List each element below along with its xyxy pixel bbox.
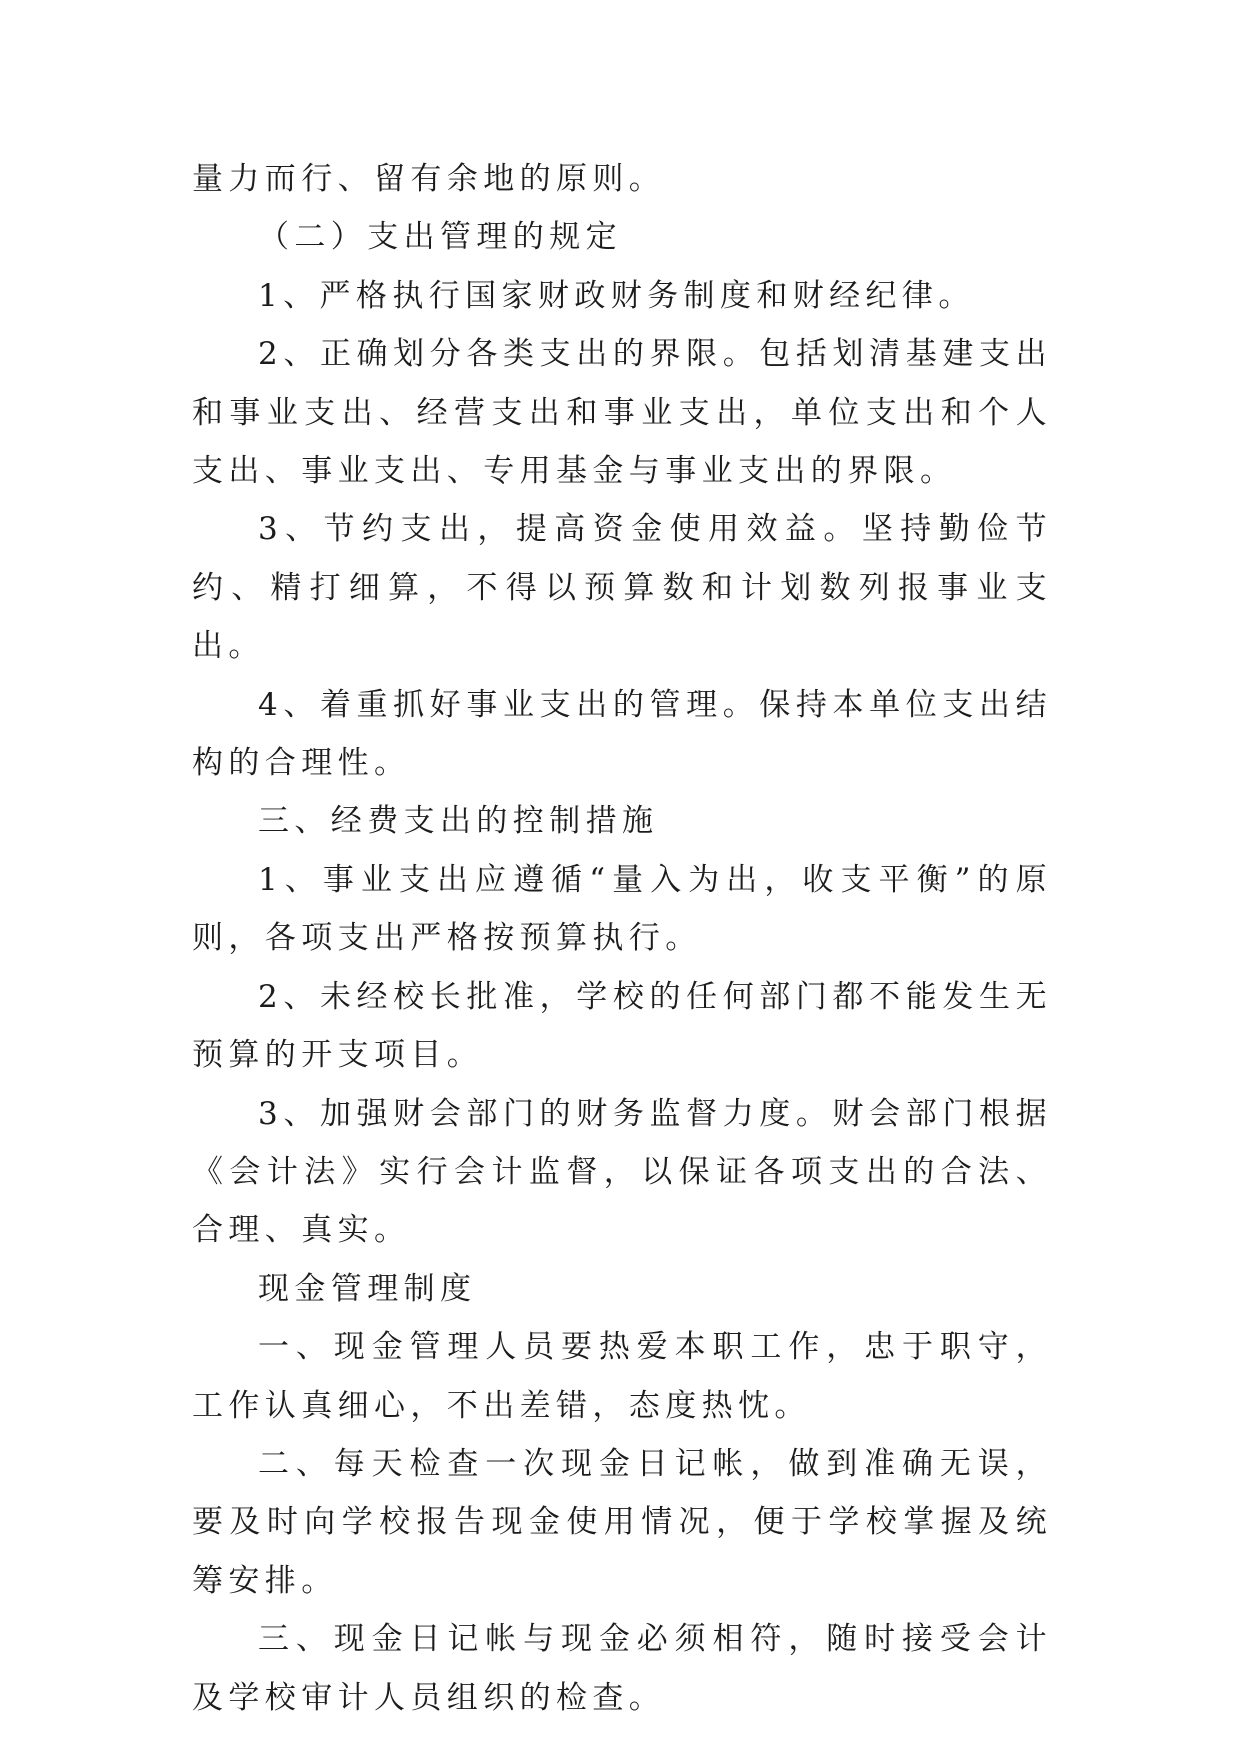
- list-item: 1、严格执行国家财政财务制度和财经纪律。: [258, 277, 975, 314]
- paragraph-continuation: 量力而行、留有余地的原则。: [192, 161, 666, 197]
- list-item: 一、现金管理人员要热爱本职工作，忠于职守，工作认真细心，不出差错，态度热忱。: [192, 1329, 1052, 1424]
- list-item: 2、正确划分各类支出的界限。包括划清基建支出和事业支出、经营支出和事业支出，单位支出和个人支出、事业支出、专用基金与事业支出的界限。: [192, 336, 1052, 490]
- list-item: 1、事业支出应遵循“量入为出，收支平衡”的原则，各项支出严格按预算执行。: [192, 861, 1052, 957]
- list-item: 三、现金日记帐与现金必须相符，随时接受会计及学校审计人员组织的检查。: [192, 1621, 1052, 1716]
- list-item: 4、着重抓好事业支出的管理。保持本单位支出结构的合理性。: [192, 686, 1052, 782]
- section-heading-control-measures: 三、经费支出的控制措施: [258, 803, 659, 840]
- document-body: [192, 150, 1052, 1727]
- list-item: 3、节约支出，提高资金使用效益。坚持勤俭节约、精打细算，不得以预算数和计划数列报事业支出。: [192, 511, 1052, 665]
- section-heading-cash-management: 现金管理制度: [258, 1270, 477, 1307]
- list-item: 二、每天检查一次现金日记帐，做到准确无误，要及时向学校报告现金使用情况，便于学校掌握及统筹安排。: [192, 1445, 1052, 1599]
- section-heading-expense-rules: （二）支出管理的规定: [258, 219, 622, 256]
- list-item: 2、未经校长批准，学校的任何部门都不能发生无预算的开支项目。: [192, 978, 1052, 1074]
- list-item: 3、加强财会部门的财务监督力度。财会部门根据《会计法》实行会计监督，以保证各项支出的合法、合理、真实。: [192, 1095, 1052, 1249]
